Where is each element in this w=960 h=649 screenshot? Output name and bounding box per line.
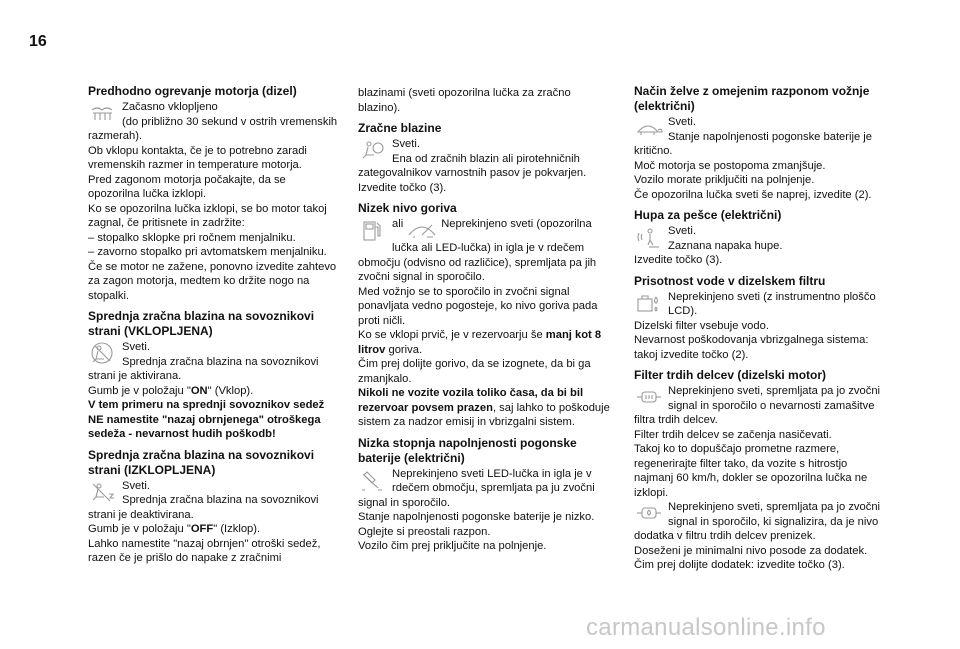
section-title: Predhodno ogrevanje motorja (dizel) xyxy=(88,84,297,98)
section-airbag-off xyxy=(88,448,338,566)
text: Lahko namestite "nazaj obrnjen" otroški sedež, razen če je prišlo do napake z zračnimi xyxy=(88,537,321,564)
section-airbag-on xyxy=(88,309,338,442)
text: Dizelski filter vsebuje vodo. xyxy=(634,319,769,332)
airbag-icon xyxy=(358,138,388,163)
text: Sveti. xyxy=(392,138,420,150)
section-low-battery xyxy=(358,436,616,554)
section-title: Način želve z omejenim razponom vožnje (električni) xyxy=(634,84,870,113)
text: Ena od zračnih blazin ali pirotehničnih zategovalnikov varnostnih pasov je pokvarjen. xyxy=(358,152,587,179)
text: Čim prej dolijte gorivo, da se izognete, da bi ga zmanjkalo. xyxy=(358,358,591,385)
text: Doseženi je minimalni nivo posode za dodatek. xyxy=(634,544,868,557)
text: Vozilo čim prej priključite na polnjenje. xyxy=(358,540,547,552)
particle-filter-additive-icon xyxy=(634,501,664,526)
text: Sveti. xyxy=(668,116,696,128)
page-number: 16 xyxy=(29,33,47,50)
text: Sveti. xyxy=(122,341,150,353)
text: Takoj ko to dopuščajo prometne razmere, regenerirajte filter tako, da vozite s hitrostjo najmanj 60 km/h, dokler se opozorilna lučka ne izklopi. xyxy=(634,443,868,499)
battery-charge-gauge-icon xyxy=(358,468,388,493)
text: (do približno 30 sekund v ostrih vremenskih razmerah). xyxy=(88,115,338,142)
section-title: Sprednja zračna blazina na sovoznikovi strani (VKLOPLJENA) xyxy=(88,309,315,338)
watermark: carmanualsonline.info xyxy=(586,614,826,641)
section-pedestrian-horn xyxy=(634,208,886,268)
text: Izvedite točko (3). xyxy=(358,181,447,194)
fuel-pump-icon xyxy=(358,218,388,243)
text: Med vožnjo se to sporočilo in zvočni signal ponavljata vedno pogosteje, ko nivo goriva pada proti ničli. xyxy=(358,285,598,327)
text: ali Neprekinjeno sveti (opozorilna lučka ali LED-lučka) in igla je v rdečem območju (odvisno od različice), spremljata pa jih zvočni signal in sporočilo. xyxy=(358,218,597,283)
passenger-airbag-on-icon xyxy=(88,341,118,366)
section-title: Filter trdih delcev (dizelski motor) xyxy=(634,368,827,382)
text: Zaznana napaka hupe. xyxy=(668,239,783,252)
section-title: Nizka stopnja napolnjenosti pogonske baterije (električni) xyxy=(358,435,577,465)
text: Če se motor ne zažene, ponovno izvedite zahtevo za zagon motorja, medtem ko držite nogo na stopalki. xyxy=(88,260,337,302)
passenger-airbag-off-icon xyxy=(88,480,118,505)
column-2 xyxy=(358,86,616,560)
section-airbags xyxy=(358,121,616,195)
text: Gumb je v položaju "OFF" (Izklop). xyxy=(88,523,261,535)
text: Stanje napolnjenosti pogonske baterije je kritično. xyxy=(634,130,873,157)
section-title: Sprednja zračna blazina na sovoznikovi strani (IZKLOPLJENA) xyxy=(88,447,315,477)
text: Sveti. xyxy=(122,479,150,492)
column-3 xyxy=(634,84,886,579)
text: Neprekinjeno sveti LED-lučka in igla je v rdečem območju, spremljata pa ju zvočni signal in sporočilo. xyxy=(358,467,595,509)
section-title: Hupa za pešce (električni) xyxy=(634,208,782,222)
text: – zavorno stopalko pri avtomatskem menjalniku. xyxy=(88,246,327,258)
text: Moč motorja se postopoma zmanjšuje. xyxy=(634,159,826,172)
section-continued xyxy=(358,86,616,115)
section-title: Prisotnost vode v dizelskem filtru xyxy=(634,273,826,288)
section-turtle-mode xyxy=(634,84,886,202)
text: Sprednja zračna blazina na sovoznikovi strani je aktivirana. xyxy=(88,355,319,382)
text: Neprekinjeno sveti (z instrumentno ploščo LCD). xyxy=(668,290,876,317)
section-title: Zračne blazine xyxy=(358,121,442,135)
turtle-icon xyxy=(634,116,664,141)
text: Vozilo morate priključiti na polnjenje. xyxy=(634,174,815,186)
text: Nevarnost poškodovanja vbrizgalnega sistema: takoj izvedite točko (2). xyxy=(634,334,869,361)
text: Neprekinjeno sveti, spremljata pa jo zvočni signal in sporočilo o nevarnosti zamašitve filtra trdih delcev. xyxy=(634,385,881,426)
water-in-diesel-filter-icon xyxy=(634,291,664,316)
text: Ko se opozorilna lučka izklopi, se bo motor takoj zagnal, če pritisnete in zadržite: xyxy=(88,202,327,229)
warning-text: V tem primeru na sprednji sovoznikov sedež NE namestite "nazaj obrnjenega" otroškega sedeža - nevarnost hudih poškodb! xyxy=(88,399,325,440)
text: Čim prej dolijte dodatek: izvedite točko (3). xyxy=(634,559,845,571)
text: Ko se vklopi prvič, je v rezervoarju še manj kot 8 litrov goriva. xyxy=(358,329,602,356)
text: – stopalko sklopke pri ročnem menjalniku. xyxy=(88,231,296,244)
text: Začasno vklopljeno xyxy=(122,101,218,113)
text: Gumb je v položaju "ON" (Vklop). xyxy=(88,384,254,397)
particle-filter-icon xyxy=(634,385,664,410)
text: Sveti. xyxy=(668,225,696,237)
text: Izvedite točko (3). xyxy=(634,254,723,266)
section-title: Nizek nivo goriva xyxy=(358,201,457,215)
glow-plug-icon xyxy=(88,101,118,126)
text: Nikoli ne vozite vozila toliko časa, da bi bil rezervoar povsem prazen, saj lahko to poškoduje sistem za nadzor emisij in vbrizgalni sistem. xyxy=(358,387,610,428)
section-particle-filter xyxy=(634,368,886,573)
section-low-fuel xyxy=(358,201,616,430)
pedestrian-horn-off-icon xyxy=(634,225,664,250)
fuel-gauge-icon xyxy=(405,217,439,241)
text: Neprekinjeno sveti, spremljata pa jo zvočni signal in sporočilo, ki signalizira, da je nivo dodatka v filtru trdih delcev prenizek. xyxy=(634,501,881,542)
text: Filter trdih delcev se začenja nasičevati. xyxy=(634,428,832,441)
section-water-in-filter xyxy=(634,274,886,363)
section-glow-plugs xyxy=(88,84,338,303)
text: Pred zagonom motorja počakajte, da se opozorilna lučka izklopi. xyxy=(88,173,286,200)
text: Ob vklopu kontakta, če je to potrebno zaradi vremenskih razmer in temperature motorja. xyxy=(88,144,307,171)
text: blazinami (sveti opozorilna lučka za zračno blazino). xyxy=(358,87,571,114)
text: Če opozorilna lučka sveti še naprej, izvedite (2). xyxy=(634,188,872,201)
text: Sprednja zračna blazina na sovoznikovi strani je deaktivirana. xyxy=(88,494,319,521)
text: Stanje napolnjenosti pogonske baterije je nizko. xyxy=(358,511,595,523)
text: Oglejte si preostali razpon. xyxy=(358,525,491,538)
column-1 xyxy=(88,84,338,572)
